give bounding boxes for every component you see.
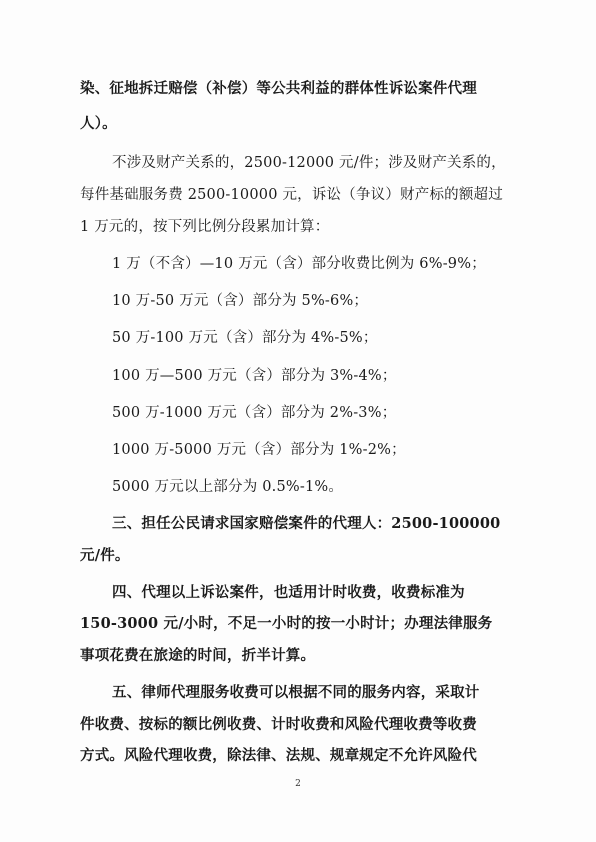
paragraph-line: 1 万元的，按下列比例分段累加计算： [80, 219, 330, 235]
paragraph-line: 五、律师代理服务收费可以根据不同的服务内容，采取计 [112, 684, 480, 701]
fee-tier-line: 1 万（不含）—10 万元（含）部分收费比例为 6%-9%； [112, 256, 486, 272]
paragraph-line: 染、征地拆迁赔偿（补偿）等公共利益的群体性诉讼案件代理 [80, 80, 477, 97]
paragraph-line: 150-3000 元/小时，不足一小时的按一小时计；办理法律服务 [80, 615, 493, 632]
fee-tier-line: 50 万-100 万元（含）部分为 4%-5%； [112, 330, 378, 346]
paragraph-line: 三、担任公民请求国家赔偿案件的代理人：2500-100000 [112, 515, 501, 532]
paragraph-line: 人）。 [80, 115, 117, 132]
fee-tier-line: 100 万—500 万元（含）部分为 3%-4%； [112, 368, 397, 384]
page-number: 2 [295, 779, 301, 789]
fee-tier-line: 500 万-1000 万元（含）部分为 2%-3%； [112, 405, 397, 421]
paragraph-line: 元/件。 [80, 547, 130, 564]
paragraph-line: 每件基础服务费 2500-10000 元，诉讼（争议）财产标的额超过 [80, 187, 503, 203]
paragraph-line: 四、代理以上诉讼案件，也适用计时收费，收费标准为 [112, 584, 465, 601]
paragraph-line: 方式。风险代理收费，除法律、法规、规章规定不允许风险代 [80, 747, 477, 764]
paragraph-line: 件收费、按标的额比例收费、计时收费和风险代理收费等收费 [80, 716, 477, 733]
paragraph-line: 不涉及财产关系的，2500-12000 元/件；涉及财产关系的， [112, 155, 506, 171]
fee-tier-line: 5000 万元以上部分为 0.5%-1%。 [112, 479, 344, 495]
fee-tier-line: 1000 万-5000 万元（含）部分为 1%-2%； [112, 442, 406, 458]
fee-tier-line: 10 万-50 万元（含）部分为 5%-6%； [112, 293, 369, 309]
paragraph-line: 事项花费在旅途的时间，折半计算。 [80, 647, 316, 664]
